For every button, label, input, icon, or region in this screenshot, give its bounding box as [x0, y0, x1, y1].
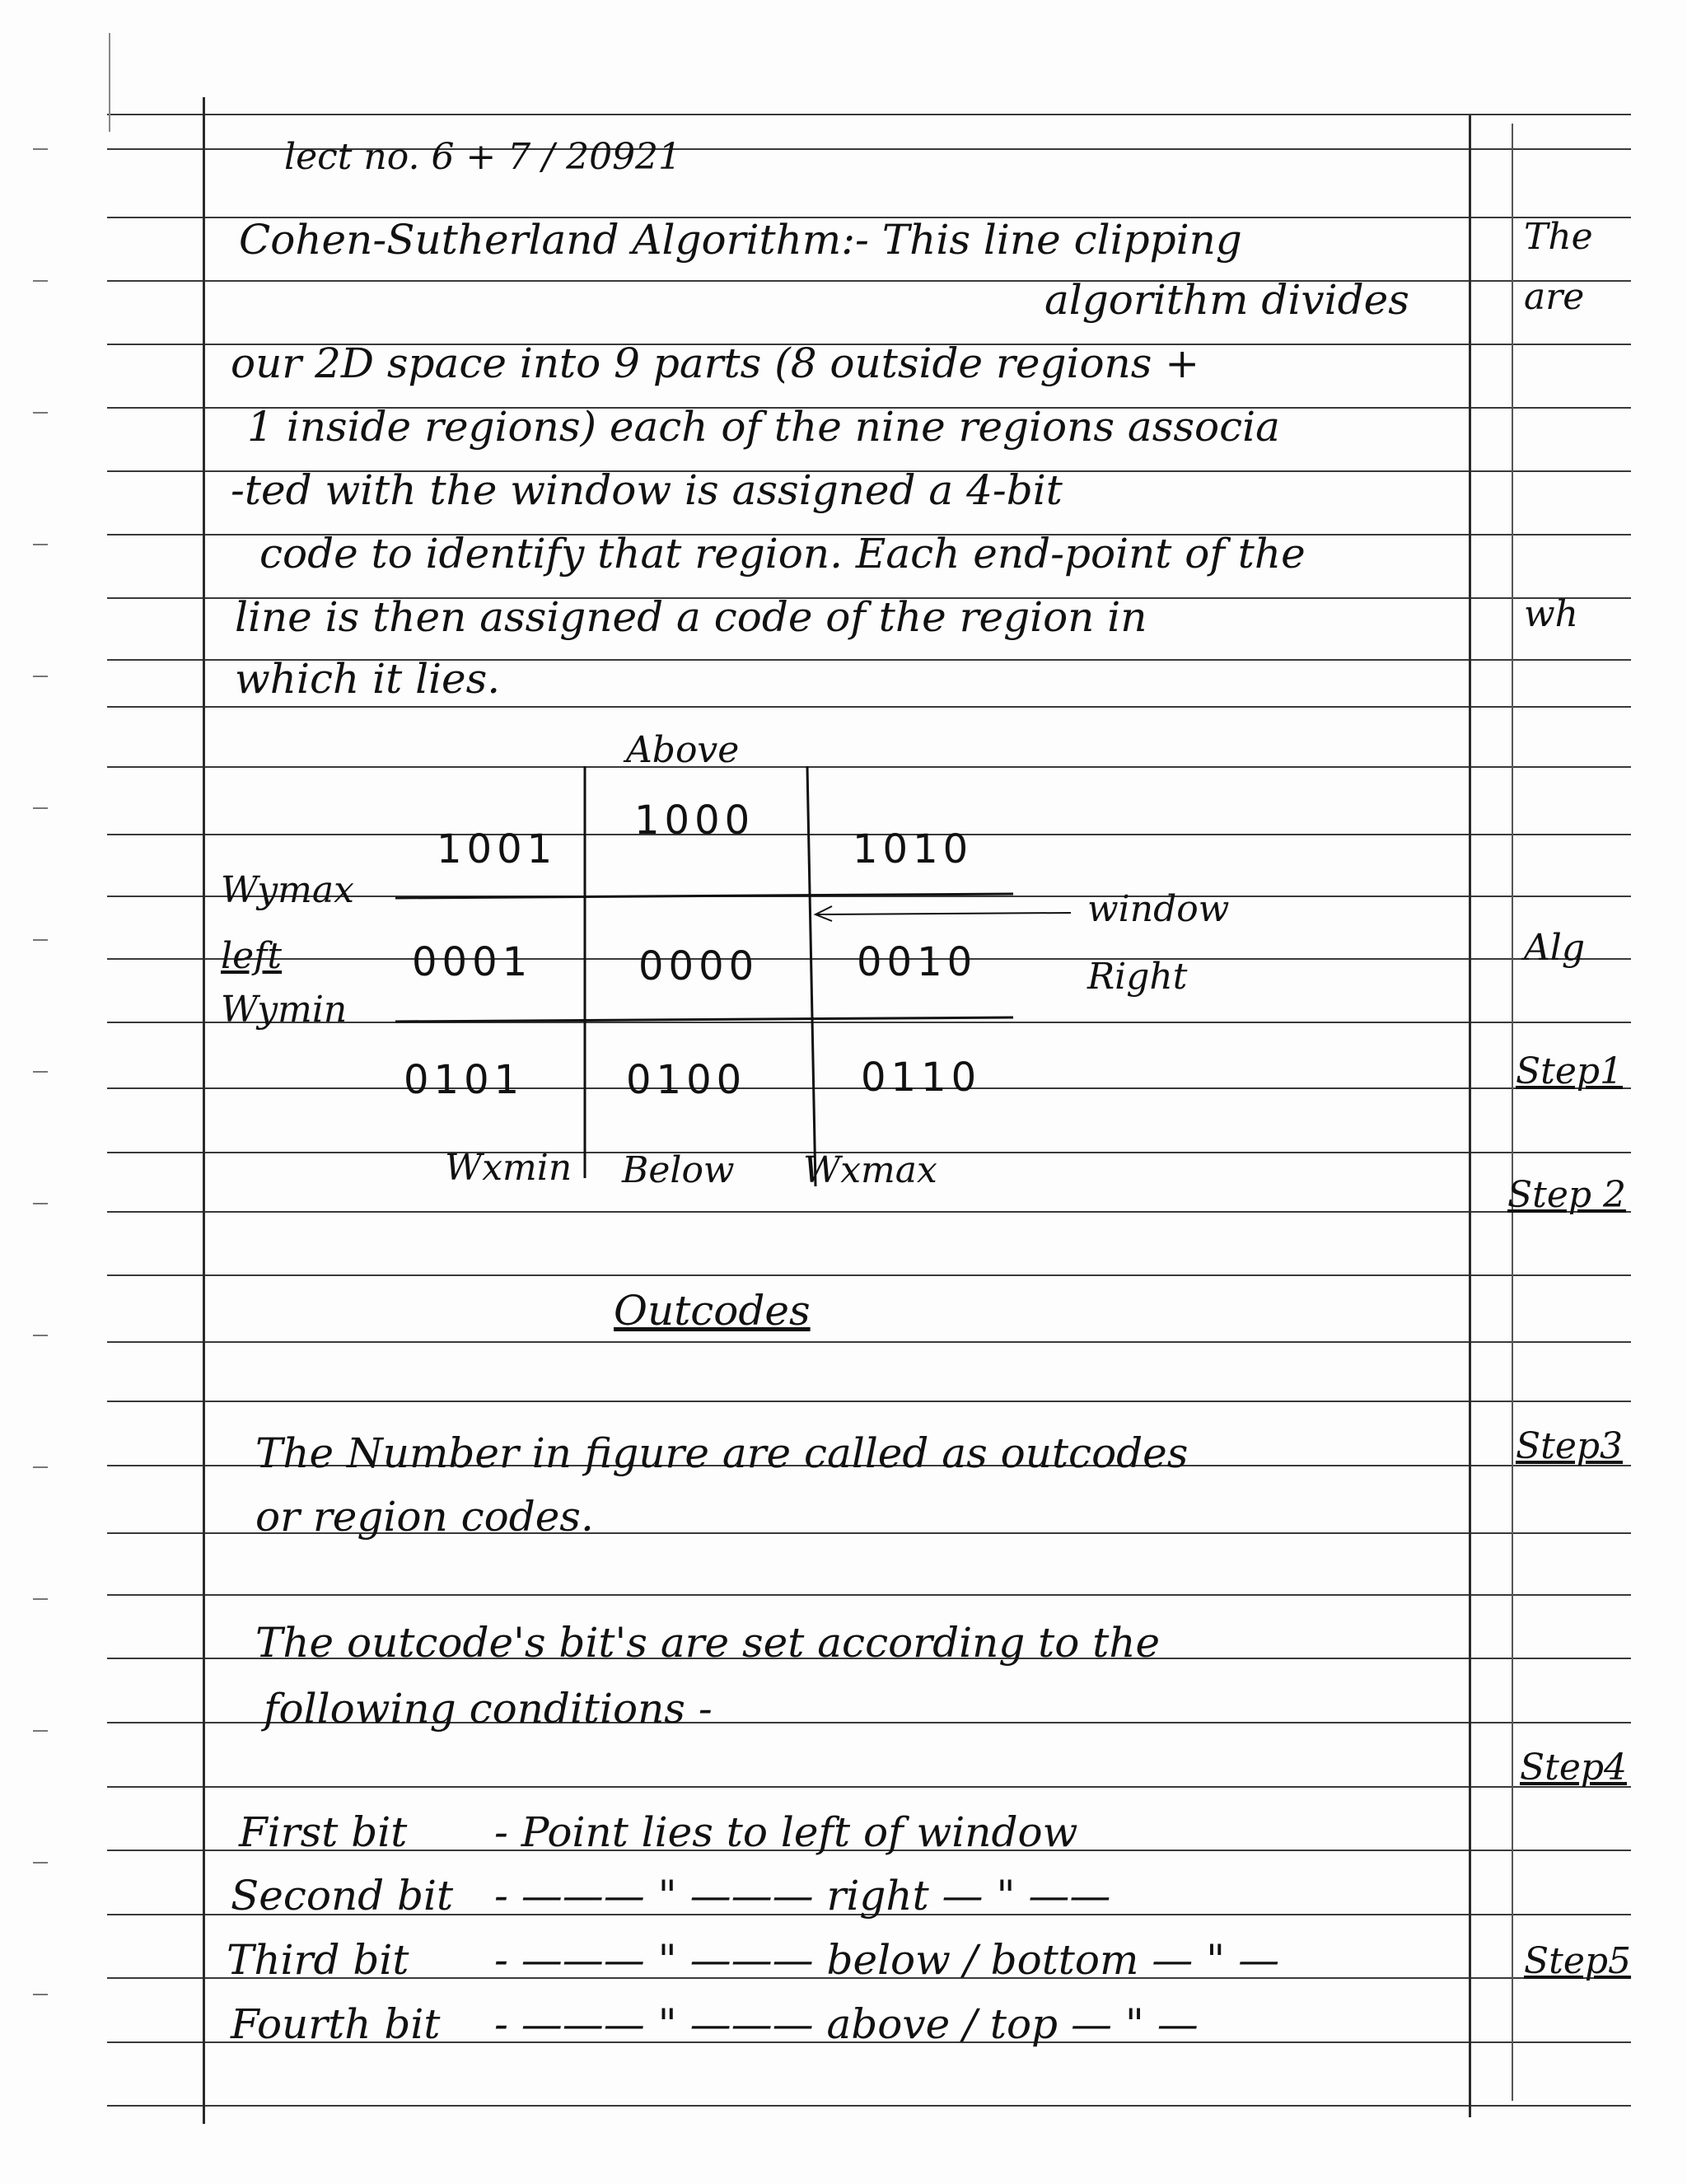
code-mid-left: 0001 [412, 939, 533, 985]
margin-note: Alg [1524, 927, 1586, 969]
ywmax-label: Wymax [221, 869, 354, 911]
window-label: window [1087, 888, 1230, 930]
window-pointer-line [815, 913, 1071, 914]
bits-intro-line: The outcode's bit's are set according to the [255, 1619, 1161, 1667]
paragraph-line: -ted with the window is assigned a 4-bit [231, 466, 1063, 514]
outcodes-heading: Outcodes [614, 1287, 811, 1335]
bit-name: Second bit [231, 1872, 454, 1920]
bit-name: Fourth bit [231, 2000, 441, 2048]
ywmin-line [395, 1017, 1013, 1022]
outcodes-text-line: The Number in figure are called as outcodes [255, 1429, 1189, 1477]
code-bot-mid: 0100 [626, 1057, 747, 1103]
bit-name: First bit [239, 1808, 408, 1856]
margin-note: are [1524, 276, 1585, 318]
paragraph-line: 1 inside regions) each of the nine regions associa [247, 403, 1280, 451]
code-top-mid: 1000 [634, 797, 755, 844]
xwmin-label: Wxmin [445, 1147, 572, 1189]
code-top-right: 1010 [853, 826, 974, 872]
xwmax-line [807, 766, 815, 1186]
below-label: Below [622, 1149, 735, 1191]
paragraph-line: algorithm divides [1044, 276, 1409, 324]
paragraph-line: code to identify that region. Each end-point of the [259, 530, 1306, 578]
margin-note: Step3 [1516, 1425, 1624, 1467]
margin-note: The [1524, 216, 1593, 258]
code-bot-right: 0110 [861, 1055, 982, 1101]
bit-condition: - ——— " ——— below / bottom — " — [494, 1936, 1280, 1984]
code-mid-right: 0010 [857, 939, 978, 985]
outcodes-text-line: or region codes. [255, 1493, 594, 1541]
paragraph-line: which it lies. [235, 655, 501, 703]
code-mid-mid: 0000 [638, 943, 759, 989]
margin-note: Step 2 [1507, 1174, 1627, 1216]
paragraph-line: our 2D space into 9 parts (8 outside regions + [231, 339, 1200, 387]
title-line: Cohen-Sutherland Algorithm:- This line clipping [239, 216, 1242, 264]
ywmax-line [395, 894, 1013, 898]
above-label: Above [626, 729, 740, 771]
margin-note: wh [1524, 593, 1578, 635]
ywmin-label: Wymin [221, 989, 348, 1031]
left-label: left [221, 935, 283, 977]
bit-condition: - ——— " ——— right — " —— [494, 1872, 1111, 1920]
bit-name: Third bit [227, 1936, 409, 1984]
bit-condition: - Point lies to left of window [494, 1808, 1078, 1856]
code-bot-left: 0101 [404, 1057, 525, 1103]
right-label: Right [1087, 956, 1188, 998]
code-top-left: 1001 [437, 826, 558, 872]
margin-note: Step5 [1524, 1940, 1632, 1982]
bit-condition: - ——— " ——— above / top — " — [494, 2000, 1199, 2048]
paragraph-line: line is then assigned a code of the region in [235, 593, 1147, 641]
lecture-ref: lect no. 6 + 7 / 20921 [284, 136, 682, 178]
margin-note: Step4 [1520, 1747, 1628, 1789]
margin-note: Step1 [1516, 1050, 1624, 1092]
bits-intro-line: following conditions - [264, 1685, 713, 1733]
xwmax-label: Wxmax [803, 1149, 937, 1191]
